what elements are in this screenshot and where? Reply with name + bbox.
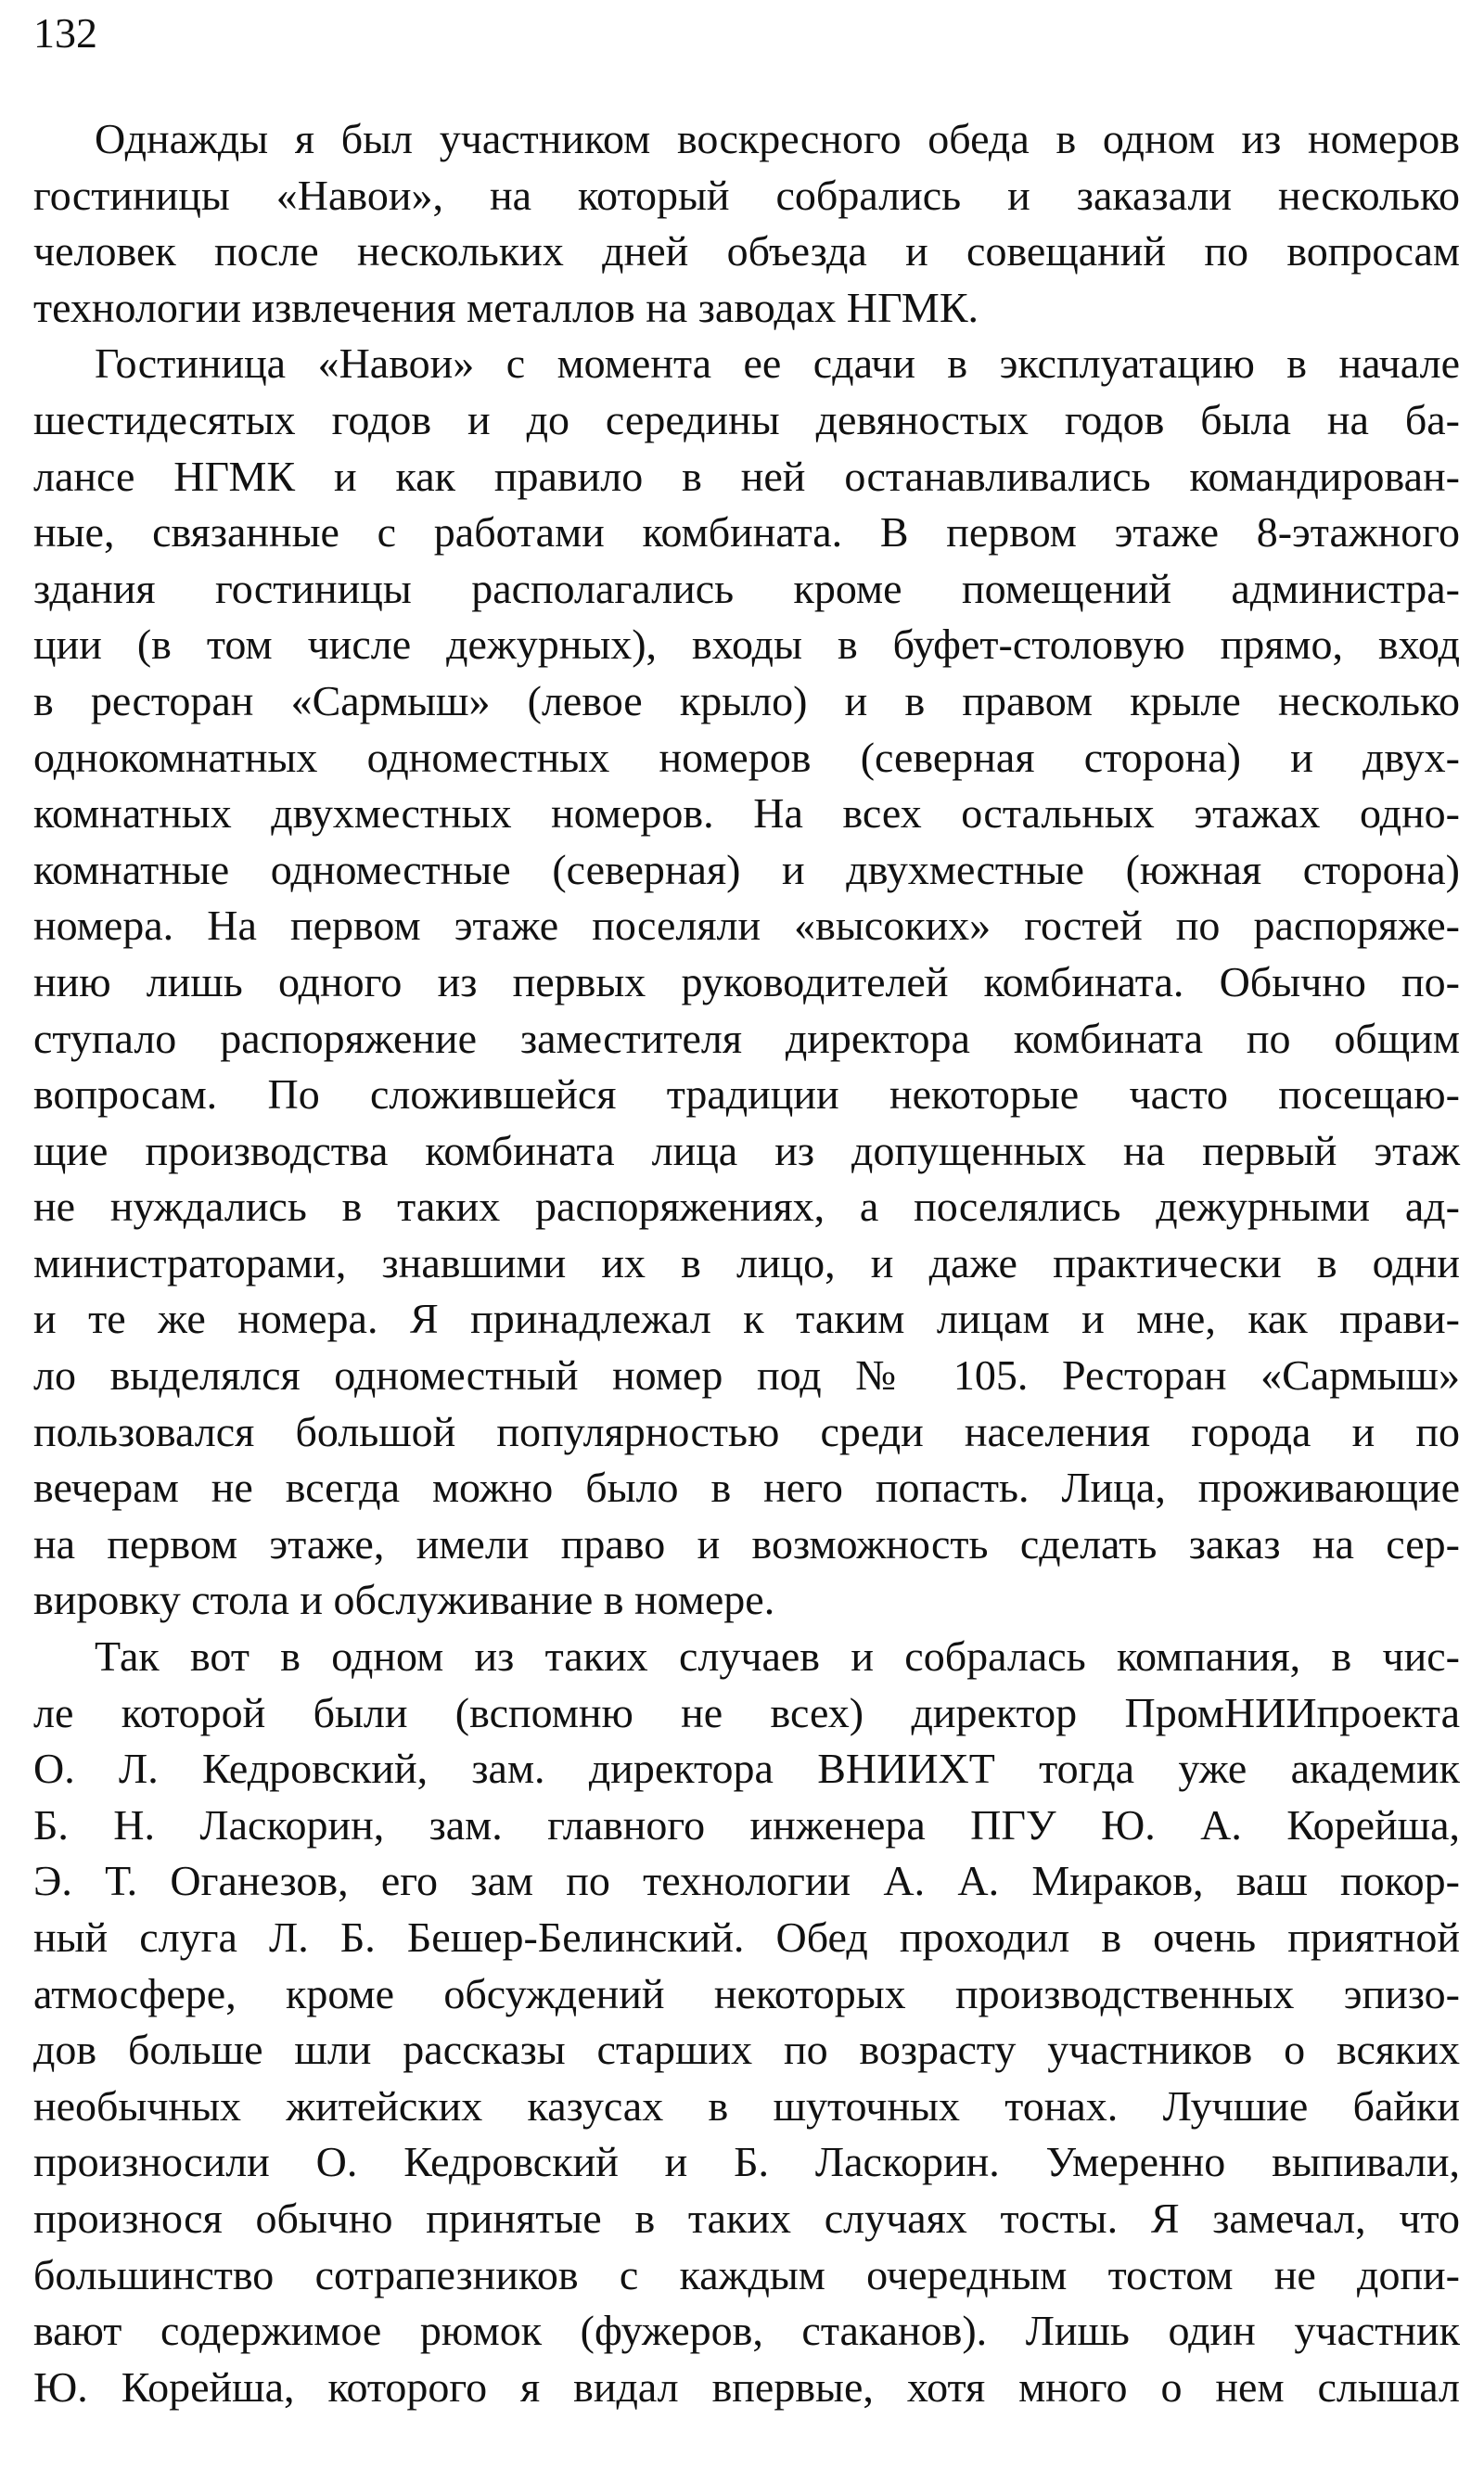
paragraph-2 bbox=[33, 336, 1460, 1629]
paragraph-line: вечерам не всегда можно было в него попасть. Лица, проживающие bbox=[33, 1464, 1460, 1512]
paragraph-line: номера. На первом этаже поселяли «высоких» гостей по распоряже- bbox=[33, 902, 1460, 950]
paragraph-line: вопросам. По сложившейся традиции некоторые часто посещаю- bbox=[33, 1070, 1460, 1119]
paragraph-3 bbox=[33, 1629, 1460, 2415]
paragraph-line: большинство сотрапезников с каждым очередным тостом не допи- bbox=[33, 2250, 1460, 2298]
paragraph-line: и те же номера. Я принадлежал к таким лицам и мне, как прави- bbox=[33, 1295, 1460, 1343]
paragraph-line: щие производства комбината лица из допущенных на первый этаж bbox=[33, 1126, 1460, 1174]
body-text bbox=[33, 111, 1460, 2415]
paragraph-line: Б. Н. Ласкорин, зам. главного инженера ПГУ Ю. А. Корейша, bbox=[33, 1800, 1460, 1849]
paragraph-line: ло выделялся одноместный номер под № 105. Ресторан «Сармыш» bbox=[33, 1351, 1460, 1400]
paragraph-line: ступало распоряжение заместителя директора комбината по общим bbox=[33, 1014, 1460, 1062]
paragraph-line: ные, связанные с работами комбината. В первом этаже 8-этажного bbox=[33, 508, 1460, 557]
paragraph-line: пользовался большой популярностью среди населения города и по bbox=[33, 1407, 1460, 1455]
paragraph-line: комнатных двухместных номеров. На всех остальных этажах одно- bbox=[33, 789, 1460, 838]
paragraph-1 bbox=[33, 111, 1460, 336]
paragraph-line: на первом этаже, имели право и возможность сделать заказ на сер- bbox=[33, 1519, 1460, 1568]
paragraph-line: вают содержимое рюмок (фужеров, стаканов). Лишь один участник bbox=[33, 2307, 1460, 2355]
paragraph-line: Однажды я был участником воскресного обеда в одном из номеров bbox=[95, 115, 1460, 162]
paragraph-line: шестидесятых годов и до середины девяностых годов была на ба- bbox=[33, 395, 1460, 443]
paragraph-line: нию лишь одного из первых руководителей комбината. Обычно по- bbox=[33, 957, 1460, 1005]
paragraph-line: атмосфере, кроме обсуждений некоторых производственных эпизо- bbox=[33, 1969, 1460, 2017]
paragraph-line: необычных житейских казусах в шуточных тонах. Лучшие байки bbox=[33, 2081, 1460, 2130]
paragraph-line: здания гостиницы располагались кроме помещений администра- bbox=[33, 564, 1460, 612]
paragraph-line: лансе НГМК и как правило в ней останавливались командирован- bbox=[33, 452, 1460, 500]
paragraph-line: произнося обычно принятые в таких случаях тосты. Я замечал, что bbox=[33, 2194, 1460, 2242]
paragraph-line: однокомнатных одноместных номеров (северная сторона) и двух- bbox=[33, 733, 1460, 781]
page-number: 132 bbox=[33, 9, 97, 57]
paragraph-line: гостиницы «Навои», на который собрались и заказали несколько bbox=[33, 171, 1460, 219]
paragraph-line: министраторами, знавшими их в лицо, и даже практически в одни bbox=[33, 1238, 1460, 1286]
paragraph-line: ле которой были (вспомню не всех) директор ПромНИИпроекта bbox=[33, 1688, 1460, 1736]
paragraph-line: комнатные одноместные (северная) и двухместные (южная сторона) bbox=[33, 845, 1460, 893]
paragraph-line: ции (в том числе дежурных), входы в буфет-столовую прямо, вход bbox=[33, 621, 1460, 669]
paragraph-line: технологии извлечения металлов на заводах НГМК. bbox=[33, 283, 979, 331]
paragraph-line: человек после нескольких дней объезда и совещаний по вопросам bbox=[33, 227, 1460, 275]
paragraph-line: произносили О. Кедровский и Б. Ласкорин. Умеренно выпивали, bbox=[33, 2138, 1460, 2186]
paragraph-line: дов больше шли рассказы старших по возрасту участников о всяких bbox=[33, 2026, 1460, 2074]
paragraph-line: вировку стола и обслуживание в номере. bbox=[33, 1576, 775, 1624]
paragraph-line: ный слуга Л. Б. Бешер-Белинский. Обед проходил в очень приятной bbox=[33, 1913, 1460, 1961]
paragraph-line: Гостиница «Навои» с момента ее сдачи в эксплуатацию в начале bbox=[95, 339, 1460, 388]
paragraph-line: не нуждались в таких распоряжениях, а поселялись дежурными ад- bbox=[33, 1183, 1460, 1231]
paragraph-line: Ю. Корейша, которого я видал впервые, хотя много о нем слышал bbox=[33, 2362, 1460, 2411]
paragraph-line: Так вот в одном из таких случаев и собралась компания, в чис- bbox=[95, 1632, 1460, 1681]
paragraph-line: Э. Т. Оганезов, его зам по технологии А. А. Мираков, ваш покор- bbox=[33, 1857, 1460, 1905]
paragraph-line: в ресторан «Сармыш» (левое крыло) и в правом крыле несколько bbox=[33, 676, 1460, 724]
paragraph-line: О. Л. Кедровский, зам. директора ВНИИХТ тогда уже академик bbox=[33, 1745, 1460, 1793]
